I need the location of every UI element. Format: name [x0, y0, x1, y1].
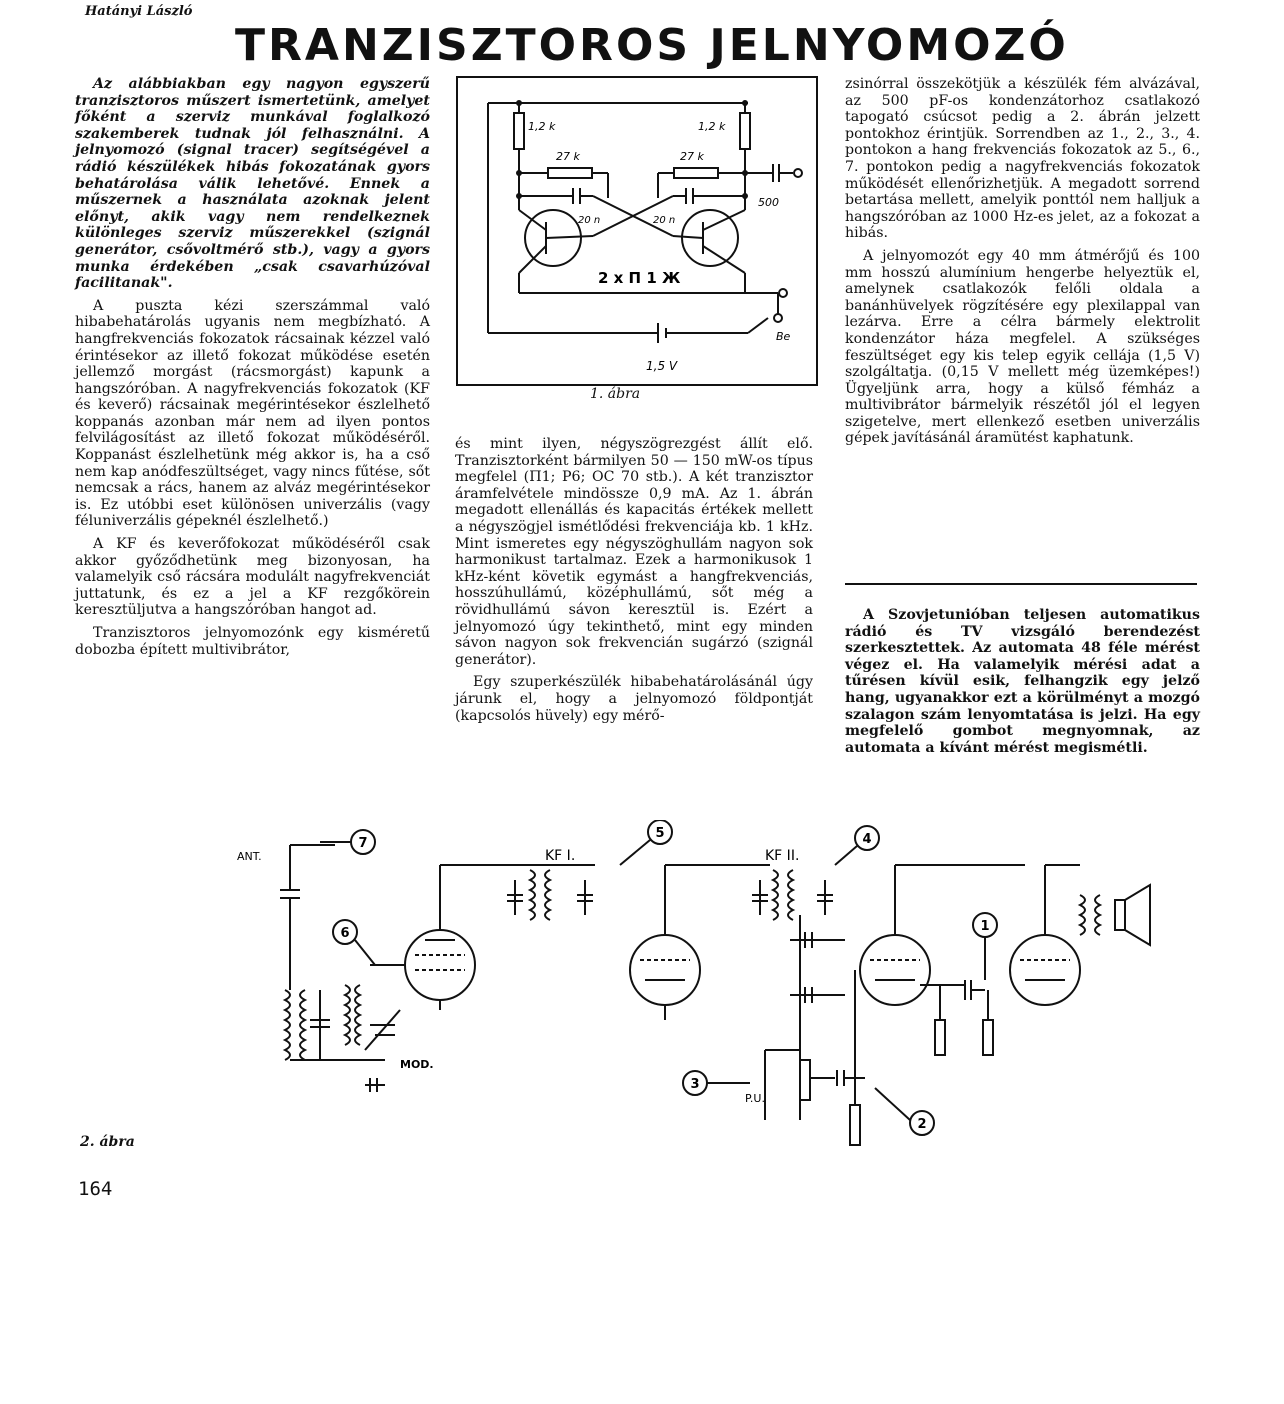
- label-kf1: KF I.: [545, 848, 576, 864]
- label-c1: 20 n: [578, 215, 601, 226]
- paragraph: zsinórral összekötjük a készülék fém alvázával, az 500 pF-os kondenzátorhoz csatlakozó tapogató csúcsot pedig a 2. ábrán jelzett pontokhoz érintjük. Sorrendben az 1., 2., 3., 4. pontokon a hang frekvenciás fokozatok az 5., 6., 7. pontokon pedig a nagyfrekvenciás fokozatok működését ellenőrizhetjük. A megadott sorrend betartása mellett, amelyik ponttól nem halljuk a hangszóróban az 1000 Hz-es jelet, az a fokozat a hibás.: [845, 76, 1200, 242]
- label-pu: P.U.: [745, 1092, 765, 1105]
- label-c2: 20 n: [653, 215, 676, 226]
- paragraph: Tranzisztoros jelnyomozónk egy kisméretű dobozba épített multivibrátor,: [75, 625, 430, 658]
- test-point-7: 7: [358, 836, 368, 851]
- test-point-6: 6: [340, 926, 350, 941]
- news-paragraph: A Szovjetunióban teljesen automatikus rádió és TV vizsgáló berendezést szerkesztettek. Az automata 48 féle mérést végez el. Ha valamelyik mérési adat a tűrésen kívül esik, felhangzik egy jelző hang, ugyanakkor ezt a körülményt a mozgó szalagon szám lenyomtatása is jelzi. Ha egy megfelelő gombot megnyomnak, az automata a kívánt mérést megismétli.: [845, 607, 1200, 756]
- figure-2-caption: 2. ábra: [80, 1134, 135, 1150]
- figure-1-schematic: [456, 76, 818, 386]
- multivibrator-circuit: [458, 78, 816, 384]
- news-box: [845, 607, 1200, 762]
- paragraph: A puszta kézi szerszámmal való hibabehatárolás ugyanis nem megbízható. A hangfrekvenciás fokozatok rácsainak kézzel való érintésekor az illető fokozat működése esetén jellemző morgást (rácsmorgást) kapunk a hangszóróban. A nagyfrekvenciás fokozatok (KF és keverő) rácsainak megérintésekor észlelhető koppanás azonban már nem ad ilyen pontos felvilágosítást az illető fokozat működéséről. Koppanást észlelhetünk még akkor is, ha a cső nem kap anódfeszültséget, vagy nincs fűtése, sőt nemcsak a rács, hanem az alváz megérintésekor is. Ez utóbbi eset különösen univerzális (vagy féluniverzális gépeknél észlelhető.): [75, 297, 430, 530]
- label-r3: 27 k: [556, 150, 580, 163]
- intro-paragraph: Az alábbiakban egy nagyon egyszerű tranzisztoros műszert ismertetünk, amelyet főként a szerviz munkával foglalkozó szakemberek tudnak jól felhasználni. A jelnyomozó (signal tracer) segítségével a rádió készülékek hibás fokozatának gyors behatárolása válik lehetővé. Ennek a műszernek a használata azoknak jelent előnyt, akik vagy nem rendelkeznek különleges szerviz műszerekkel (szignál generátor, csővoltmérő stb.), vagy a gyors munka érdekében „csak csavarhúzóval facilitanak".: [75, 76, 430, 292]
- test-point-4: 4: [862, 832, 872, 847]
- label-kf2: KF II.: [765, 848, 800, 864]
- label-cout: 500: [758, 196, 779, 209]
- column-3: [845, 76, 1200, 453]
- column-1: [75, 76, 430, 664]
- label-r4: 27 k: [680, 150, 704, 163]
- figure-1-caption: 1. ábra: [590, 386, 641, 402]
- label-transistors: 2 x П 1 Ж: [598, 269, 681, 287]
- label-mod: MOD.: [400, 1058, 434, 1071]
- paragraph: A jelnyomozót egy 40 mm átmérőjű és 100 mm hosszú alumínium hengerbe helyeztük el, amelynek csatlakozók felőli oldala a banánhüvelyek rögzítésére egy plexilappal van lezárva. Erre a célra bármely elektrolit kondenzátor háza megfelel. A szükséges feszültséget egy kis telep egyik cellája (1,5 V) szolgáltatja. (0,15 V mellett még üzemképes!) Ügyeljünk arra, hogy a külső fémház a multivibrátor bármelyik részétől jól el legyen szigetelve, mert ellenkező esetben univerzális gépek javításánál áramütést kaphatunk.: [845, 247, 1200, 447]
- test-point-5: 5: [655, 826, 665, 841]
- paragraph: Egy szuperkészülék hibabehatárolásánál úgy járunk el, hogy a jelnyomozó földpontját (kapcsolós hüvely) egy mérő-: [455, 674, 813, 724]
- paragraph: és mint ilyen, négyszögrezgést állít elő. Tranzisztorként bármilyen 50 — 150 mW-os típus megfelel (П1; P6; OC 70 stb.). A két tranzisztor áramfelvétele mindössze 0,9 mA. Az 1. ábrán megadott ellenállás és kapacitás értékek mellett a négyszögjel ismétlődési frekvenciája kb. 1 kHz. Mint ismeretes egy négyszöghullám nagyon sok harmonikust tartalmaz. Ezek a harmonikusok 1 kHz-ként követik egymást a hangfrekvenciás, hosszúhullámú, középhullámú, sőt még a rövidhullámú sávon keresztül is. Ezért a jelnyomozó úgy tekinthető, mint egy minden sávon nagyon sok frekvencián sugárzó (szignál generátor).: [455, 436, 813, 668]
- author: Hatányi László: [85, 4, 193, 19]
- page-title: TRANZISZTOROS JELNYOMOZÓ: [235, 20, 1069, 71]
- label-antenna: ANT.: [237, 850, 262, 863]
- test-point-2: 2: [917, 1117, 927, 1132]
- divider: [845, 583, 1197, 585]
- receiver-circuit: [225, 820, 1215, 1150]
- label-r1: 1,2 k: [528, 120, 556, 133]
- page-number: 164: [78, 1178, 113, 1200]
- test-point-1: 1: [980, 919, 990, 934]
- test-point-3: 3: [690, 1077, 700, 1092]
- column-2: [455, 436, 813, 730]
- paragraph: A KF és keverőfokozat működéséről csak akkor győződhetünk meg bizonyosan, ha valamelyik cső rácsára modulált nagyfrekvenciát juttatunk, és ez a jel a KF rezgőkörein keresztüljutva a hangszóróban hangot ad.: [75, 536, 430, 619]
- figure-2-schematic: [225, 820, 1215, 1150]
- label-switch: Be: [776, 330, 791, 343]
- label-r2: 1,2 k: [698, 120, 726, 133]
- label-battery: 1,5 V: [646, 359, 678, 373]
